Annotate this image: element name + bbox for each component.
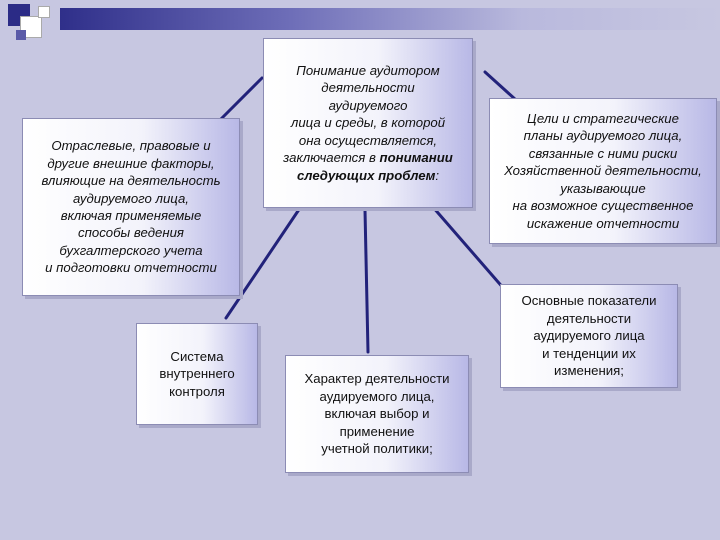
center-text-end: : [435, 167, 440, 183]
center-text-bold: понимании следующих проблем [296, 150, 453, 183]
internal-control-text: Система внутреннего контроля [159, 348, 235, 399]
node-nature-of-business [285, 355, 469, 473]
external-factors-text: Отраслевые, правовые и другие внешние факторы, влияющие на деятельность аудируемого лица, включая применяемые способы ведения бухгалтерского учета и подготовки отчетности [41, 138, 221, 276]
connector-to-external [220, 78, 262, 120]
node-internal-control [136, 323, 258, 425]
key-indicators-text: Основные показатели деятельности аудируемого лица и тенденции их изменения; [521, 293, 657, 379]
node-goals-strategies [489, 98, 717, 244]
center-text-italic: Понимание аудитором деятельности аудируемого лица и среды, в которой она осуществляется, заключается в [283, 63, 446, 166]
goals-strategies-text: Цели и стратегические планы аудируемого лица, связанные с ними риски Хозяйственной деятельности, указывающие на возможное существенное искажение отчетности [504, 111, 702, 231]
node-key-indicators [500, 284, 678, 388]
nature-of-business-text: Характер деятельности аудируемого лица, включая выбор и применение учетной политики; [304, 371, 450, 457]
connector-to-goals [485, 72, 516, 100]
center-node [263, 38, 473, 208]
connector-to-nature [365, 210, 368, 352]
node-external-factors [22, 118, 240, 296]
center-node-text [283, 62, 453, 184]
